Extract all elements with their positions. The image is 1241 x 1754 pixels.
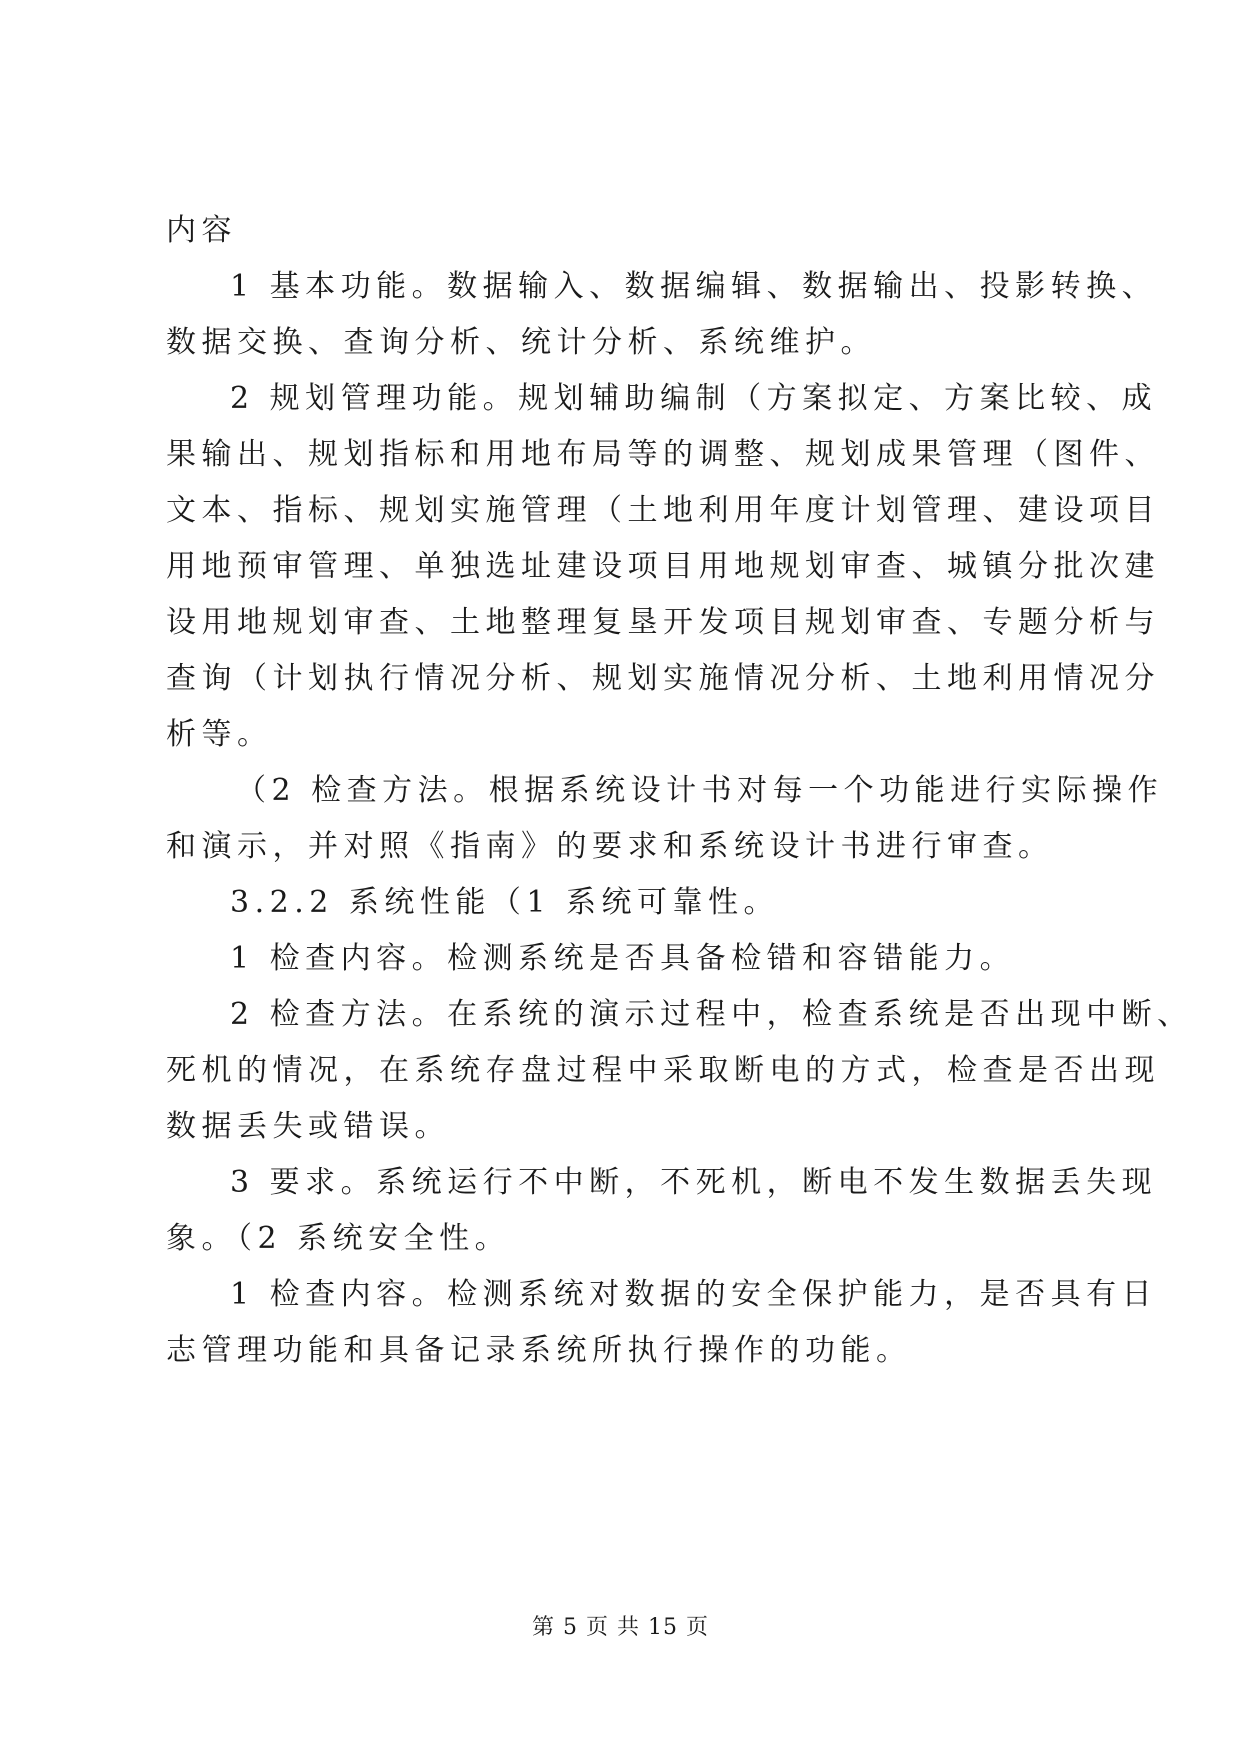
text-line: 析等。: [166, 717, 273, 752]
text-line: 和演示，并对照《指南》的要求和系统设计书进行审查。: [166, 829, 1054, 864]
text-line: 1 检查内容。检测系统是否具备检错和容错能力。: [230, 941, 1016, 976]
text-line: 用地预审管理、单独选址建设项目用地规划审查、城镇分批次建: [166, 549, 1160, 584]
section-heading: 3.2.2 系统性能（1 系统可靠性。: [230, 885, 779, 920]
text-line: 死机的情况，在系统存盘过程中采取断电的方式，检查是否出现: [166, 1053, 1160, 1088]
text-line: 2 规划管理功能。规划辅助编制（方案拟定、方案比较、成: [230, 381, 1158, 416]
text-line: 设用地规划审查、土地整理复垦开发项目规划审查、专题分析与: [166, 605, 1160, 640]
text-line: 数据丢失或错误。: [166, 1109, 450, 1144]
text-line: 文本、指标、规划实施管理（土地利用年度计划管理、建设项目: [166, 493, 1160, 528]
text-line: 象。（2 系统安全性。: [166, 1221, 511, 1256]
text-line: 果输出、规划指标和用地布局等的调整、规划成果管理（图件、: [166, 437, 1160, 472]
text-line: 查询（计划执行情况分析、规划实施情况分析、土地利用情况分: [166, 661, 1160, 696]
text-line: 志管理功能和具备记录系统所执行操作的功能。: [166, 1333, 912, 1368]
text-line: 1 检查内容。检测系统对数据的安全保护能力，是否具有日: [230, 1277, 1158, 1312]
text-line: 数据交换、查询分析、统计分析、系统维护。: [166, 325, 876, 360]
text-line: 1 基本功能。数据输入、数据编辑、数据输出、投影转换、: [230, 269, 1158, 304]
text-line: （2 检查方法。根据系统设计书对每一个功能进行实际操作: [236, 773, 1164, 808]
page-footer: 第 5 页 共 15 页: [532, 1615, 709, 1640]
text-line: 2 检查方法。在系统的演示过程中，检查系统是否出现中断、: [230, 997, 1193, 1032]
text-line: 3 要求。系统运行不中断，不死机，断电不发生数据丢失现: [230, 1165, 1158, 1200]
text-line: 内容: [166, 213, 237, 248]
